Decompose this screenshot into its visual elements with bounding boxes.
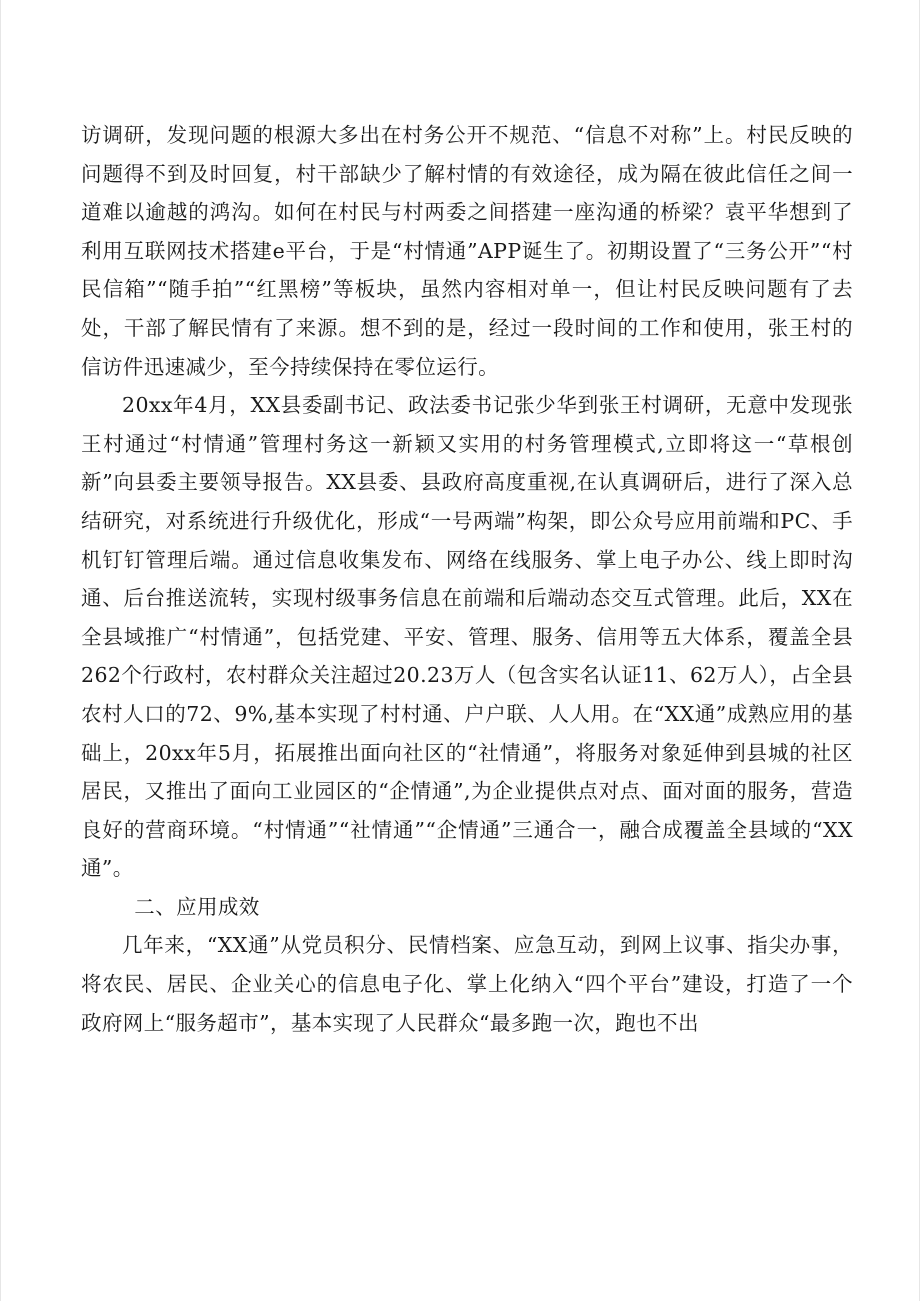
document-body — [81, 116, 853, 1042]
paragraph-application-results: 几年来，“XX通”从党员积分、民情档案、应急互动，到网上议事、指尖办事，将农民、居民、企业关心的信息电子化、掌上化纳入“四个平台”建设，打造了一个政府网上“服务超市”，基本实现了人民群众“最多跑一次，跑也不出 — [81, 933, 853, 1035]
page-left-edge — [0, 0, 1, 1301]
paragraph-continuation: 访调研，发现问题的根源大多出在村务公开不规范、“信息不对称”上。村民反映的问题得不到及时回复，村干部缺少了解村情的有效途径，成为隔在彼此信任之间一道难以逾越的鸿沟。如何在村民与村两委之间搭建一座沟通的桥梁？袁平华想到了利用互联网技术搭建e平台，于是“村情通”APP诞生了。初期设置了“三务公开”“村民信箱”“随手拍”“红黑榜”等板块，虽然内容相对单一，但让村民反映问题有了去处，干部了解民情有了来源。想不到的是，经过一段时间的工作和使用，张王村的信访件迅速减少，至今持续保持在零位运行。 — [81, 123, 853, 379]
section-heading: 二、应用成效 — [134, 894, 260, 919]
paragraph-cunqingtong-promotion: 20xx年4月，XX县委副书记、政法委书记张少华到张王村调研，无意中发现张王村通过“村情通”管理村务这一新颖又实用的村务管理模式,立即将这一“草根创新”向县委主要领导报告。XX县委、县政府高度重视,在认真调研后，进行了深入总结研究，对系统进行升级优化，形成“一号两端”构架，即公众号应用前端和PC、手机钉钉管理后端。通过信息收集发布、网络在线服务、掌上电子办公、线上即时沟通、后台推送流转，实现村级事务信息在前端和后端动态交互式管理。此后，XX在全县域推广“村情通”，包括党建、平安、管理、服务、信用等五大体系，覆盖全县262个行政村，农村群众关注超过20.23万人（包含实名认证11、62万人），占全县农村人口的72、9%,基本实现了村村通、户户联、人人用。在“XX通”成熟应用的基础上，20xx年5月，拓展推出面向社区的“社情通”，将服务对象延伸到县城的社区居民，又推出了面向工业园区的“企情通”,为企业提供点对点、面对面的服务，营造良好的营商环境。“村情通”“社情通”“企情通”三通合一，融合成覆盖全县域的“XX通”。 — [81, 393, 853, 881]
